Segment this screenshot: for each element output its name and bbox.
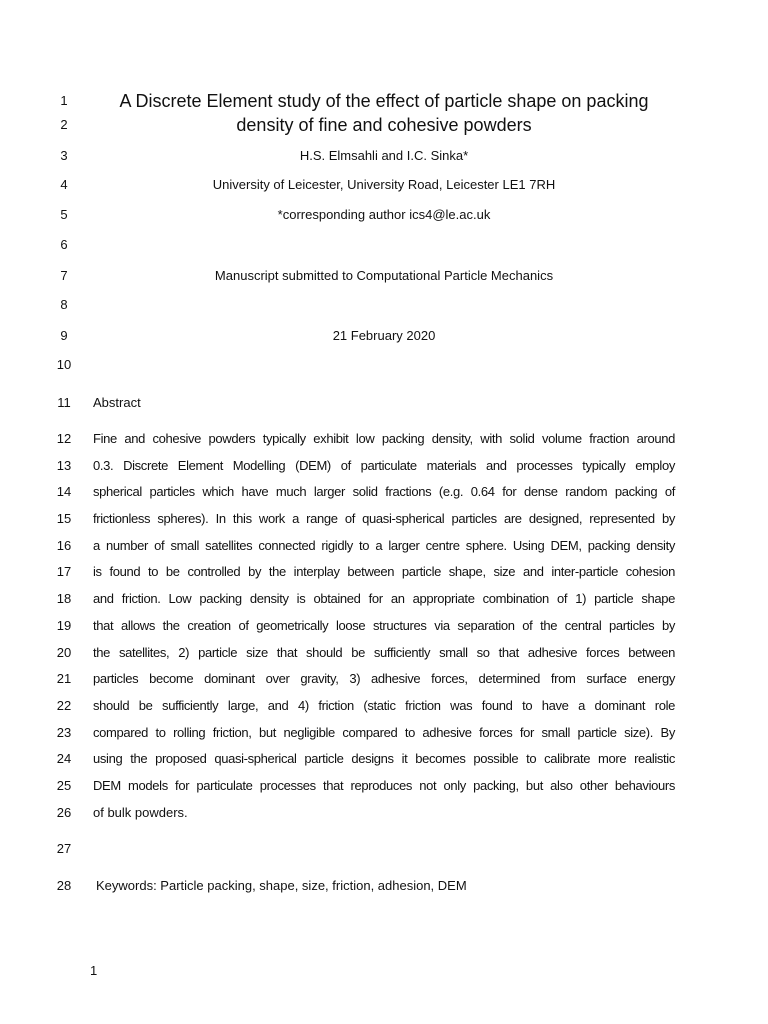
line-number: 6 bbox=[60, 237, 68, 252]
abstract-line: a number of small satellites connected rigidly to a larger centre sphere. Using DEM, packing density bbox=[93, 538, 675, 553]
abstract-line: compared to rolling friction, but negligible compared to adhesive forces for small particle size). By bbox=[93, 725, 675, 740]
abstract-line: DEM models for particulate processes that reproduces not only packing, but also other behaviours bbox=[93, 778, 675, 793]
line-number: 4 bbox=[60, 177, 68, 192]
authors: H.S. Elmsahli and I.C. Sinka* bbox=[299, 148, 469, 163]
line-number: 21 bbox=[56, 671, 72, 686]
corresponding-author: *corresponding author ics4@le.ac.uk bbox=[277, 207, 491, 222]
page-number: 1 bbox=[90, 963, 98, 978]
paper-title-line-2: density of fine and cohesive powders bbox=[236, 115, 532, 135]
line-number: 9 bbox=[60, 328, 68, 343]
abstract-line: and friction. Low packing density is obtained for an appropriate combination of 1) particle shape bbox=[93, 591, 675, 606]
line-number: 23 bbox=[56, 725, 72, 740]
line-number: 14 bbox=[56, 484, 72, 499]
abstract-line: Fine and cohesive powders typically exhibit low packing density, with solid volume fraction around bbox=[93, 431, 675, 446]
affiliation: University of Leicester, University Road, Leicester LE1 7RH bbox=[212, 177, 556, 192]
submission-note: Manuscript submitted to Computational Particle Mechanics bbox=[214, 268, 554, 283]
line-number: 24 bbox=[56, 751, 72, 766]
abstract-line: of bulk powders. bbox=[93, 805, 188, 820]
line-number: 17 bbox=[56, 564, 72, 579]
line-number: 12 bbox=[56, 431, 72, 446]
line-number: 13 bbox=[56, 458, 72, 473]
abstract-line: using the proposed quasi-spherical particle designs it becomes possible to calibrate more realistic bbox=[93, 751, 675, 766]
line-number: 10 bbox=[56, 357, 72, 372]
abstract-line: should be sufficiently large, and 4) friction (static friction was found to have a dominant role bbox=[93, 698, 675, 713]
abstract-line: is found to be controlled by the interplay between particle shape, size and inter-particle cohesion bbox=[93, 564, 675, 579]
paper-title-line-1: A Discrete Element study of the effect of particle shape on packing bbox=[119, 91, 649, 111]
line-number: 15 bbox=[56, 511, 72, 526]
keywords: Keywords: Particle packing, shape, size, friction, adhesion, DEM bbox=[96, 878, 467, 893]
line-number: 18 bbox=[56, 591, 72, 606]
line-number: 1 bbox=[60, 93, 68, 108]
abstract-heading: Abstract bbox=[93, 395, 141, 410]
line-number: 28 bbox=[56, 878, 72, 893]
line-number: 8 bbox=[60, 297, 68, 312]
line-number: 7 bbox=[60, 268, 68, 283]
line-number: 27 bbox=[56, 841, 72, 856]
abstract-line: frictionless spheres). In this work a range of quasi-spherical particles are designed, represented by bbox=[93, 511, 675, 526]
line-number: 22 bbox=[56, 698, 72, 713]
line-number: 11 bbox=[57, 395, 71, 410]
line-number: 20 bbox=[56, 645, 72, 660]
line-number: 16 bbox=[56, 538, 72, 553]
line-number: 2 bbox=[60, 117, 68, 132]
abstract-line: that allows the creation of geometrically loose structures via separation of the central particles by bbox=[93, 618, 675, 633]
abstract-line: the satellites, 2) particle size that should be sufficiently small so that adhesive forces between bbox=[93, 645, 675, 660]
line-number: 26 bbox=[56, 805, 72, 820]
line-number: 5 bbox=[60, 207, 68, 222]
line-number: 3 bbox=[60, 148, 68, 163]
manuscript-date: 21 February 2020 bbox=[332, 328, 436, 343]
abstract-line: particles become dominant over gravity, 3) adhesive forces, determined from surface energy bbox=[93, 671, 675, 686]
abstract-line: spherical particles which have much larger solid fractions (e.g. 0.64 for dense random packing of bbox=[93, 484, 675, 499]
line-number: 25 bbox=[56, 778, 72, 793]
abstract-line: 0.3. Discrete Element Modelling (DEM) of particulate materials and processes typically employ bbox=[93, 458, 675, 473]
line-number: 19 bbox=[56, 618, 72, 633]
